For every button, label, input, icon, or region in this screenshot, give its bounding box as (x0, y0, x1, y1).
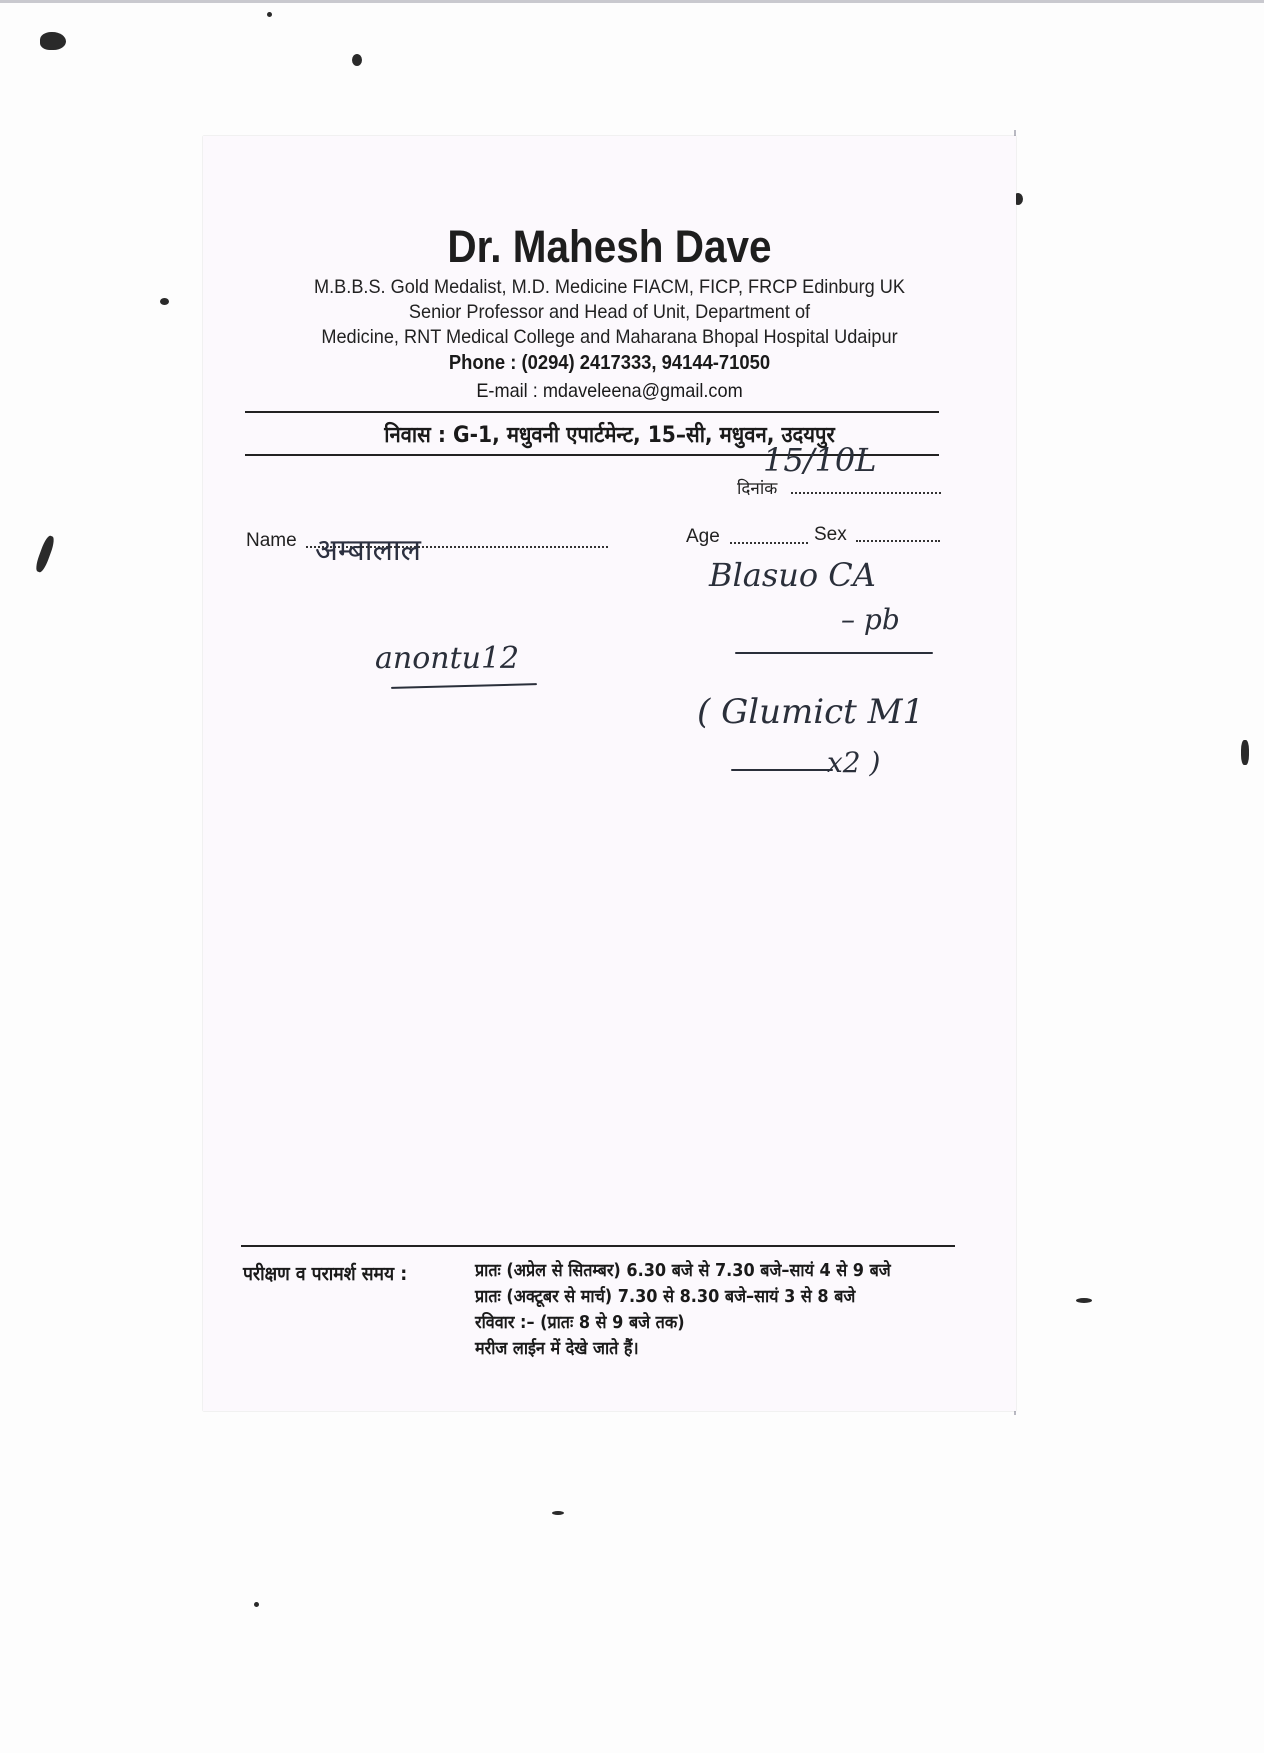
scan-speck (254, 1602, 259, 1607)
name-label: Name (246, 530, 297, 551)
date-label: दिनांक (737, 479, 778, 499)
note-right-line-2: – pb (841, 603, 900, 636)
position-line-1: Senior Professor and Head of Unit, Department of (408, 301, 811, 323)
sex-label: Sex (814, 524, 847, 545)
scan-speck (1076, 1298, 1092, 1303)
phone-line (236, 352, 984, 375)
doctor-name: Dr. Mahesh Dave (447, 221, 772, 272)
note-right-line-3: ( Glumict M1 (697, 692, 925, 732)
note-right-line-1: Blasuo CA (709, 556, 876, 594)
header-rule-top (245, 411, 939, 413)
scan-speck (34, 534, 56, 573)
consultation-hours-label: परीक्षण व परामर्श समय : (243, 1263, 408, 1285)
residence-address: निवास : G-1, मधुवनी एपार्टमेन्ट, 15–सी, मधुवन, उदयपुर (384, 423, 835, 448)
note-left-underline (391, 683, 537, 689)
scan-speck (1241, 740, 1249, 765)
phone-value: (0294) 2417333, 94144-71050 (521, 352, 771, 374)
consultation-hours-line-4: मरीज लाईन में देखे जाते हैं। (475, 1339, 639, 1359)
scan-speck (40, 32, 66, 50)
qualifications: M.B.B.S. Gold Medalist, M.D. Medicine FIACM, FICP, FRCP Edinburg UK (314, 276, 905, 298)
email-label: E-mail : (476, 380, 538, 402)
scan-speck (352, 54, 362, 66)
date-handwritten: 15/10L (763, 441, 877, 479)
scan-speck (160, 298, 169, 305)
email-value: mdaveleena@gmail.com (542, 380, 743, 402)
name-handwritten: अम्बालाल (315, 533, 422, 568)
prescription-sheet (203, 136, 1016, 1411)
scan-speck (552, 1511, 564, 1515)
note-right-underline (735, 652, 933, 654)
scan-speck (267, 12, 272, 17)
note-right-line-4: x2 ) (827, 746, 881, 779)
footer-rule (241, 1245, 955, 1247)
consultation-hours-line-1: प्रातः (अप्रेल से सितम्बर) 6.30 बजे से 7.30 बजे–सायं 4 से 9 बजे (475, 1261, 891, 1281)
sex-dotted-line (856, 540, 940, 542)
scan-edge (0, 0, 1264, 3)
age-dotted-line (730, 542, 808, 544)
consultation-hours-line-3: रविवार :– (प्रातः 8 से 9 बजे तक) (475, 1313, 685, 1333)
note-left: anontu12 (375, 641, 520, 676)
note-right-dash (731, 769, 833, 771)
consultation-hours-line-2: प्रातः (अक्टूबर से मार्च) 7.30 से 8.30 बजे–सायं 3 से 8 बजे (475, 1287, 856, 1307)
date-dotted-line (791, 492, 941, 494)
age-label: Age (686, 526, 720, 547)
phone-label: Phone : (448, 352, 517, 374)
position-line-2: Medicine, RNT Medical College and Maharana Bhopal Hospital Udaipur (321, 326, 898, 348)
email-line (231, 380, 987, 403)
